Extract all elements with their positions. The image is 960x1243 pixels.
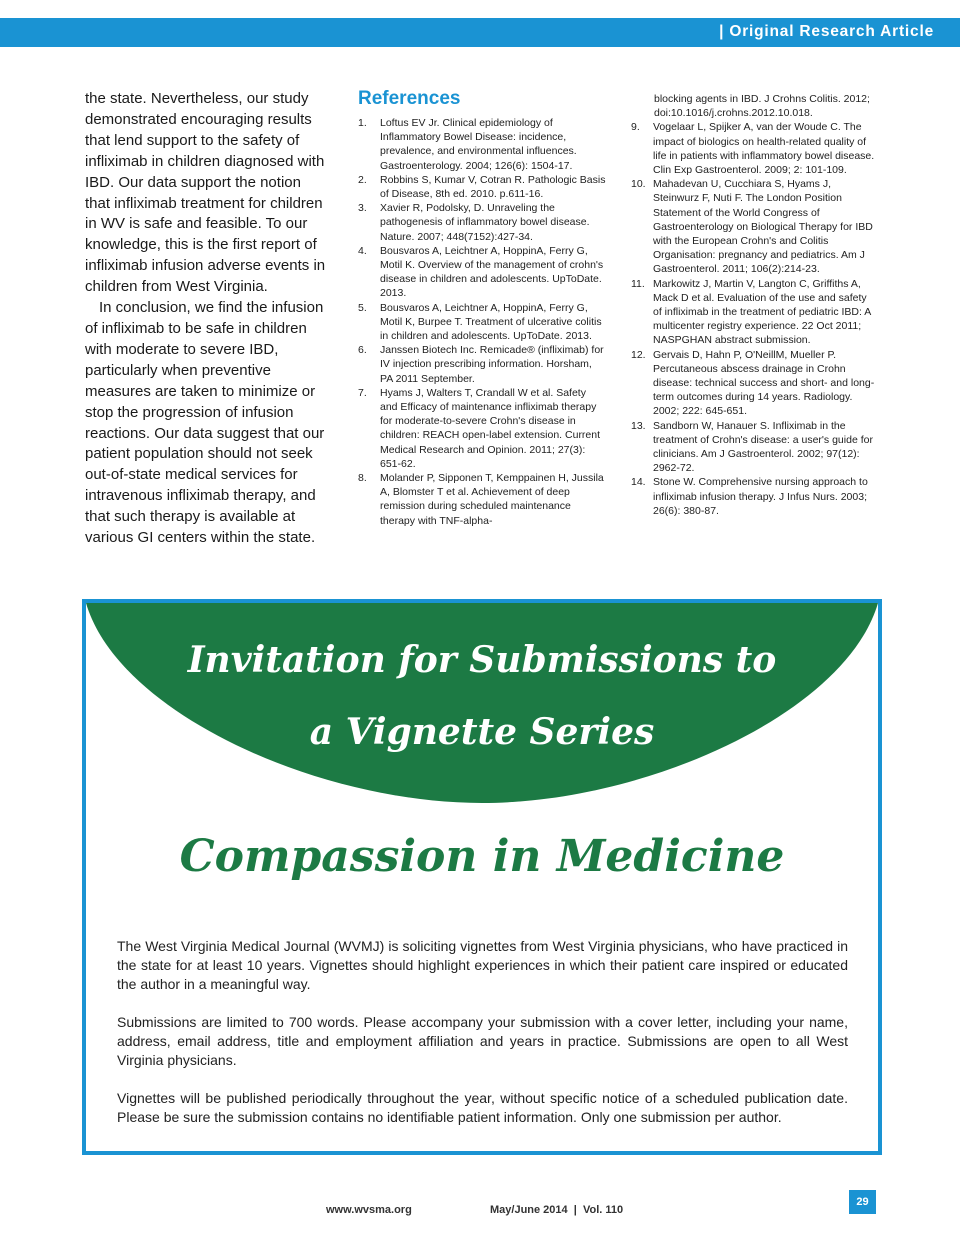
reference-item: 1. Loftus EV Jr. Clinical epidemiology of Inflammatory Bowel Disease: incidence, prevalence, and environmental influences. Gastroenterology. 2004; 126(6): 1504-17.	[358, 117, 577, 172]
references-column-1	[358, 116, 606, 528]
reference-item: 10. Mahadevan U, Cucchiara S, Hyams J, Steinwurz F, Nuti F. The London Position Statement of the World Congress of Gastroenterology on Biological Therapy for IBD with the European Crohn's and Colitis Organisation: pregnancy and pediatrics. Am J Gastroenterol. 2011; 106(2):214-23.	[631, 178, 873, 276]
reference-item: 11. Markowitz J, Martin V, Langton C, Griffiths A, Mack D et al. Evaluation of the use and safety of infliximab in the treatment of pediatric IBD: A multicenter registry experience. 22 Oct 2011; NASPGHAN abstract submission.	[631, 277, 871, 347]
footer-issue: May/June 2014 | Vol. 110	[490, 1204, 624, 1216]
invitation-script-line-1: Invitation for Submissions to	[187, 639, 777, 681]
reference-item: 3. Xavier R, Podolsky, D. Unraveling the pathogenesis of inflammatory bowel disease. Nature. 2007; 448(7152):427-34.	[358, 202, 590, 243]
section-label: | Original Research Article	[719, 23, 934, 40]
reference-item: 6. Janssen Biotech Inc. Remicade® (infliximab) for IV injection prescribing information. Horsham, PA 2011 September.	[358, 344, 604, 385]
reference-item: 5. Bousvaros A, Leichtner A, HoppinA, Ferry G, Motil K, Burpee T. Treatment of ulcerative colitis in children and adolescents. UpToDate. 2013.	[358, 301, 602, 343]
vignette-invitation-ad	[82, 599, 882, 1155]
reference-item: 13. Sandborn W, Hanauer S. Infliximab in the treatment of Crohn's disease: a user's guide for clinicians. Am J Gastroenterol. 2002; 97(12): 2962-72.	[631, 419, 873, 475]
body-paragraph-1: the state. Nevertheless, our study demonstrated encouraging results that lend support to the safety of infliximab in children diagnosed with IBD. Our data support the notion that infliximab treatment for children in WV is safe and feasible. To our knowledge, this is the first report of infliximab infusion adverse events in children from West Virginia.	[85, 90, 326, 296]
body-paragraph-2: In conclusion, we find the infusion of infliximab to be safe in children with moderate to severe IBD, particularly when preventive measures are taken to minimize or stop the progression of infusion reactions. Our data suggest that our patient population should not seek out-of-state medical services for intravenous infliximab therapy, and that such therapy is available at various GI centers within the state.	[85, 299, 325, 547]
ad-paragraph-1: The West Virginia Medical Journal (WVMJ) is soliciting vignettes from West Virginia physicians, who have practiced in the state for at least 10 years. Vignettes should highlight experiences in which their patient care inspired or educated the author in a meaningful way.	[117, 938, 848, 992]
reference-item: 9. Vogelaar L, Spijker A, van der Woude C. The impact of biologics on health-related quality of life in patients with inflammatory bowel disease. Clin Exp Gastroenterol. 2009; 2: 101-109.	[631, 121, 875, 177]
body-text-column	[85, 89, 327, 549]
references-title: References	[358, 88, 461, 109]
reference-item: 4. Bousvaros A, Leichtner A, HoppinA, Ferry G, Motil K. Overview of the management of crohn's disease in children and adolescents. UpToDate. 2013.	[358, 244, 604, 300]
compassion-heading: Compassion in Medicine	[179, 831, 785, 882]
invitation-script-line-2: a Vignette Series	[309, 711, 655, 753]
header-bar	[0, 18, 960, 47]
page-number: 29	[849, 1190, 876, 1214]
reference-item: 2. Robbins S, Kumar V, Cotran R. Pathologic Basis of Disease, 8th ed. 2010. p.611-16.	[358, 173, 606, 201]
reference-item: 8. Molander P, Sipponen T, Kemppainen H, Jussila A, Blomster T et al. Achievement of deep remission during scheduled maintenance therapy with TNF-alpha-	[358, 472, 604, 527]
ad-paragraph-3: Vignettes will be published periodically throughout the year, without specific notice of a scheduled publication date. Please be sure the submission contains no identifiable patient information. Only one submission per author.	[117, 1090, 848, 1125]
reference-item: 12. Gervais D, Hahn P, O'NeillM, Mueller P. Percutaneous abscess drainage in Crohn disease: technical success and short- and long-term outcomes during 14 years. Radiology. 2002; 222: 645-651.	[631, 348, 875, 418]
footer-website: www.wvsma.org	[326, 1204, 412, 1216]
reference-item: 7. Hyams J, Walters T, Crandall W et al. Safety and Efficacy of maintenance infliximab therapy for moderate-to-severe Crohn's disease in children: REACH open-label extension. Current Medical Research and Opinion. 2011; 27(3): 651-62.	[358, 386, 601, 470]
ad-paragraph-2: Submissions are limited to 700 words. Please accompany your submission with a cover letter, including your name, address, email address, title and employment affiliation and years in practice. Submissions are open to all West Virginia physicians.	[117, 1014, 848, 1068]
reference-continuation: blocking agents in IBD. J Crohns Colitis. 2012; doi:10.1016/j.crohns.2012.10.018.	[654, 93, 870, 120]
reference-item: 14. Stone W. Comprehensive nursing approach to infliximab infusion therapy. J Infus Nurs. 2003; 26(6): 380-87.	[631, 476, 868, 517]
references-column-2	[631, 92, 875, 518]
